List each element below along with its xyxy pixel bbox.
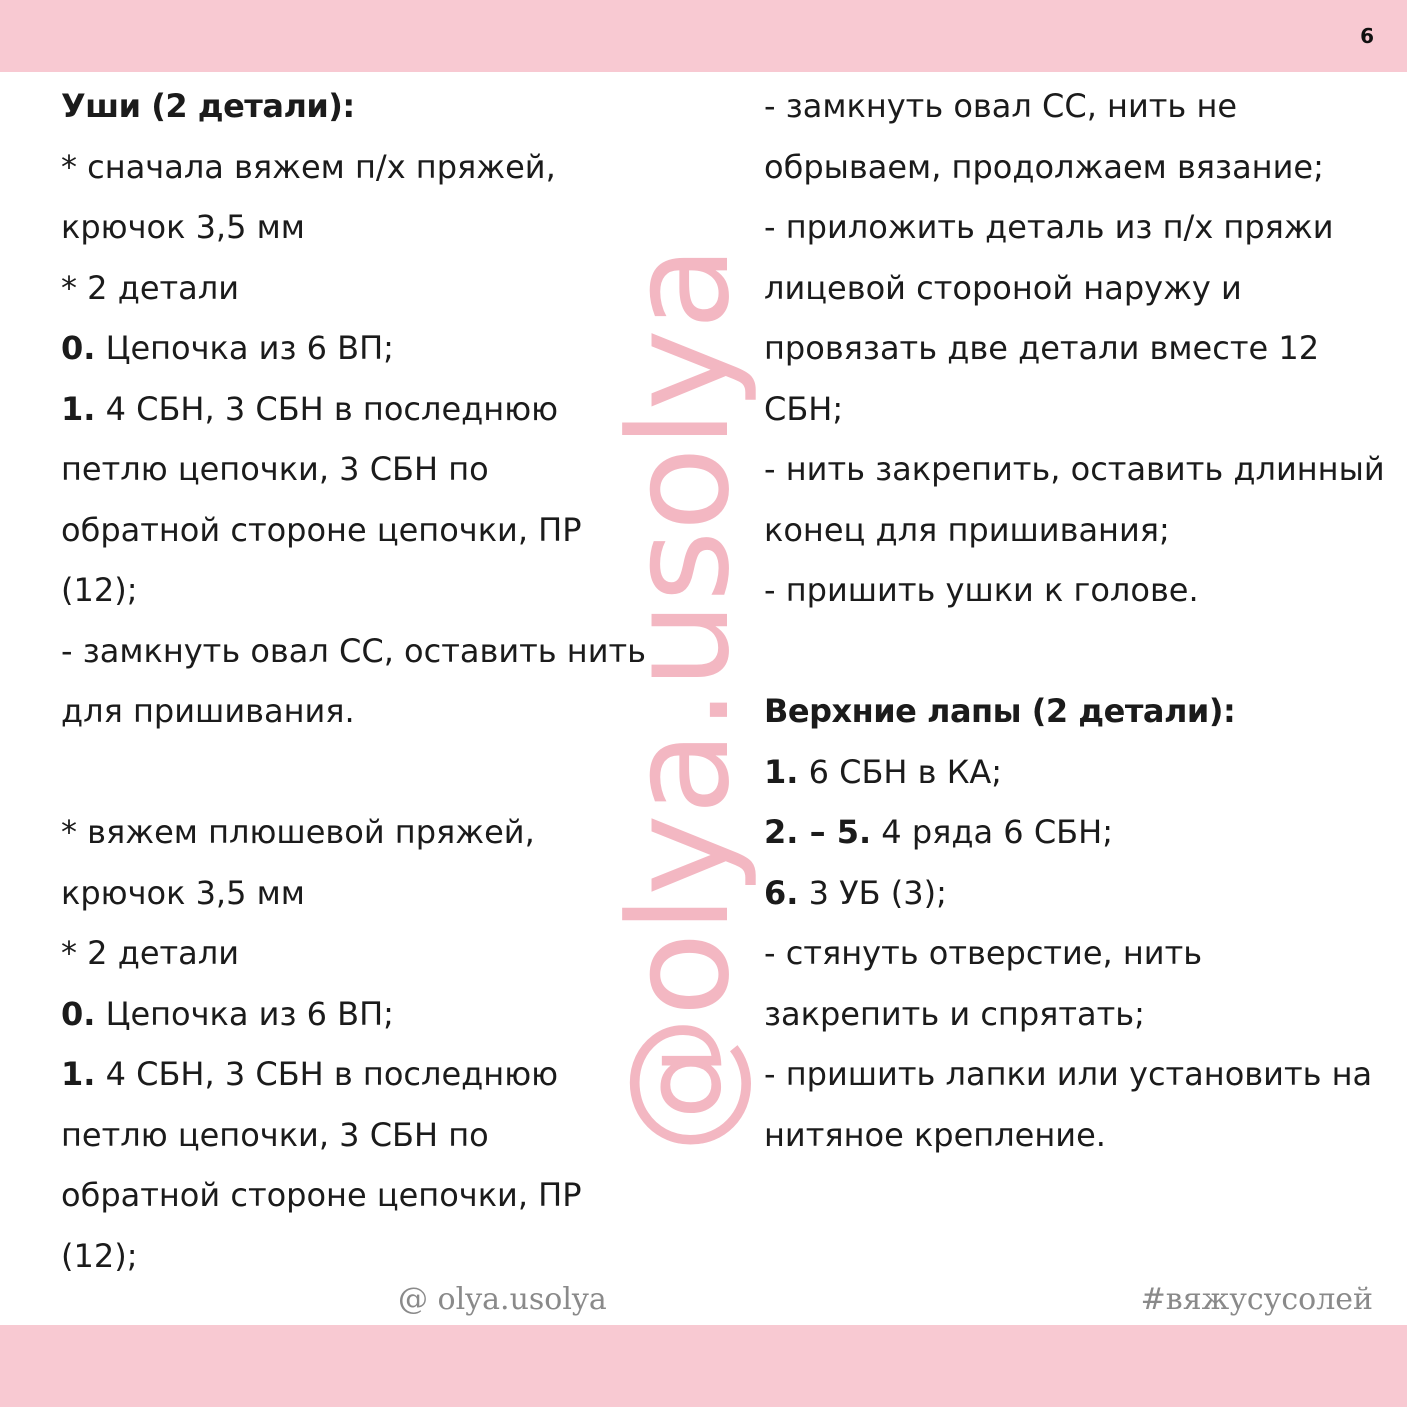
row-text: 4 СБН, 3 СБН в последнюю bbox=[95, 1055, 559, 1093]
spacer bbox=[764, 621, 1384, 682]
row-text: 4 СБН, 3 СБН в последнюю bbox=[95, 389, 559, 428]
instruction-line: (12); bbox=[61, 1236, 138, 1275]
page-number: 6 bbox=[1360, 24, 1374, 48]
instruction-line: обратной стороне цепочки, ПР bbox=[61, 1176, 582, 1214]
instruction-line: - нить закрепить, оставить длинный bbox=[764, 450, 1385, 488]
instruction-line: крючок 3,5 мм bbox=[61, 208, 305, 246]
footer-hashtag: #вяжусусолей bbox=[1140, 1282, 1373, 1317]
instruction-line: * сначала вяжем п/х пряжей, bbox=[61, 147, 556, 186]
instruction-line: петлю цепочки, 3 СБН по bbox=[61, 1115, 489, 1154]
instruction-line: лицевой стороной наружу и bbox=[764, 268, 1242, 307]
row-number: 1. bbox=[61, 1055, 96, 1093]
instruction-line: для пришивания. bbox=[61, 692, 355, 730]
instruction-line: нитяное крепление. bbox=[764, 1115, 1106, 1154]
instruction-line: - стянуть отверстие, нить bbox=[764, 934, 1203, 972]
top-band bbox=[0, 0, 1407, 72]
instruction-line: - пришить лапки или установить на bbox=[764, 1055, 1373, 1093]
instruction-line: - приложить деталь из п/х пряжи bbox=[764, 208, 1334, 246]
row-text: Цепочка из 6 ВП; bbox=[95, 329, 394, 367]
instruction-line: обратной стороне цепочки, ПР bbox=[61, 510, 582, 549]
section-heading-ears: Уши (2 детали): bbox=[61, 87, 355, 125]
instruction-line: крючок 3,5 мм bbox=[61, 873, 305, 912]
instruction-line: петлю цепочки, 3 СБН по bbox=[61, 450, 489, 488]
instruction-line: * вяжем плюшевой пряжей, bbox=[61, 813, 535, 851]
instruction-line: конец для пришивания; bbox=[764, 510, 1170, 549]
bottom-band bbox=[0, 1325, 1407, 1407]
watermark-text: @olya.usolya bbox=[599, 246, 760, 1154]
row-2-5-line bbox=[764, 802, 1384, 863]
instruction-line: (12); bbox=[61, 571, 138, 609]
row-number: 1. bbox=[764, 752, 799, 791]
instruction-line: провязать две детали вместе 12 bbox=[764, 329, 1320, 367]
instruction-line: * 2 детали bbox=[61, 934, 240, 972]
row-0-line bbox=[61, 984, 661, 1045]
row-text: 4 ряда 6 СБН; bbox=[871, 813, 1113, 851]
row-0-line bbox=[61, 318, 661, 379]
instruction-line: - замкнуть овал СС, оставить нить bbox=[61, 631, 647, 670]
row-number: 1. bbox=[61, 389, 96, 428]
row-1-line bbox=[61, 379, 661, 440]
row-number: 0. bbox=[61, 994, 96, 1033]
instruction-line: - замкнуть овал СС, нить не bbox=[764, 87, 1238, 125]
row-number: 0. bbox=[61, 329, 96, 367]
spacer bbox=[61, 742, 661, 803]
row-6-line bbox=[764, 863, 1384, 924]
instruction-line: закрепить и спрятать; bbox=[764, 994, 1145, 1033]
section-heading-paws: Верхние лапы (2 детали): bbox=[764, 692, 1236, 730]
row-number: 6. bbox=[764, 873, 799, 912]
left-column bbox=[61, 76, 661, 1286]
right-column bbox=[764, 76, 1384, 1165]
row-text: Цепочка из 6 ВП; bbox=[95, 994, 394, 1033]
instruction-line: СБН; bbox=[764, 389, 844, 428]
row-1-line bbox=[764, 742, 1384, 803]
instruction-line: - пришить ушки к голове. bbox=[764, 571, 1199, 609]
row-text: 3 УБ (3); bbox=[798, 873, 947, 912]
instruction-line: обрываем, продолжаем вязание; bbox=[764, 147, 1324, 186]
row-1-line bbox=[61, 1044, 661, 1105]
footer-handle: @ olya.usolya bbox=[398, 1282, 607, 1317]
row-number: 2. – 5. bbox=[764, 813, 872, 851]
instruction-line: * 2 детали bbox=[61, 268, 240, 307]
row-text: 6 СБН в КА; bbox=[798, 752, 1003, 791]
